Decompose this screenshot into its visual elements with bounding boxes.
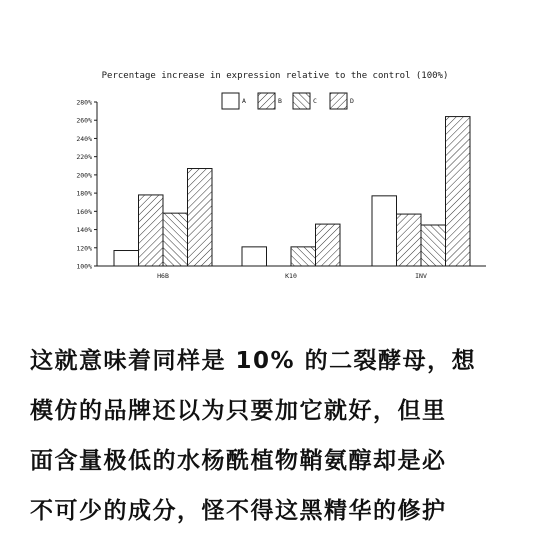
y-tick-label: 120%	[76, 244, 92, 253]
y-tick-label: 260%	[76, 116, 92, 125]
y-tick-label: 200%	[76, 171, 92, 180]
legend-label: C	[313, 97, 317, 105]
bar-c-k10	[291, 247, 316, 266]
bar-c-h6b	[163, 213, 188, 266]
bar-a-inv	[372, 196, 397, 266]
y-tick-label: 140%	[76, 226, 92, 235]
y-tick-label: 240%	[76, 134, 92, 143]
x-category-label: K10	[285, 272, 297, 280]
legend-label: D	[350, 97, 354, 105]
y-tick-label: 160%	[76, 207, 92, 216]
legend-swatch-d	[330, 93, 347, 109]
caption-line: 面含量极低的水杨酰植物鞘氨醇却是必	[30, 448, 447, 474]
x-axis-labels	[157, 272, 427, 280]
legend-swatch-c	[293, 93, 310, 109]
y-tick-label: 220%	[76, 153, 92, 162]
bar-d-k10	[316, 224, 341, 266]
bar-d-inv	[446, 117, 471, 266]
chart-title: Percentage increase in expression relative to the control (100%)	[101, 71, 449, 81]
y-tick-label: 280%	[76, 98, 92, 107]
legend-swatch-b	[258, 93, 275, 109]
bar-a-h6b	[114, 251, 139, 266]
chart-bars	[114, 117, 470, 266]
caption-line: 不可少的成分，怪不得这黑精华的修护	[30, 498, 447, 524]
y-axis-ticks	[76, 99, 97, 271]
legend-swatch-a	[222, 93, 239, 109]
bar-a-k10	[242, 247, 267, 266]
bar-b-h6b	[139, 195, 164, 266]
chart-legend	[222, 93, 354, 109]
y-tick-label: 100%	[76, 262, 92, 271]
y-tick-label: 180%	[76, 189, 92, 198]
caption-line: 模仿的品牌还以为只要加它就好，但里	[30, 398, 447, 424]
legend-label: A	[242, 97, 246, 105]
caption-text	[30, 336, 530, 536]
x-category-label: INV	[415, 272, 427, 280]
x-category-label: H6B	[157, 272, 169, 280]
legend-label: B	[278, 97, 282, 105]
bar-d-h6b	[188, 169, 213, 266]
bar-c-inv	[421, 225, 446, 266]
bar-b-inv	[397, 214, 422, 266]
caption-line: 这就意味着同样是 10% 的二裂酵母，想	[30, 348, 477, 374]
